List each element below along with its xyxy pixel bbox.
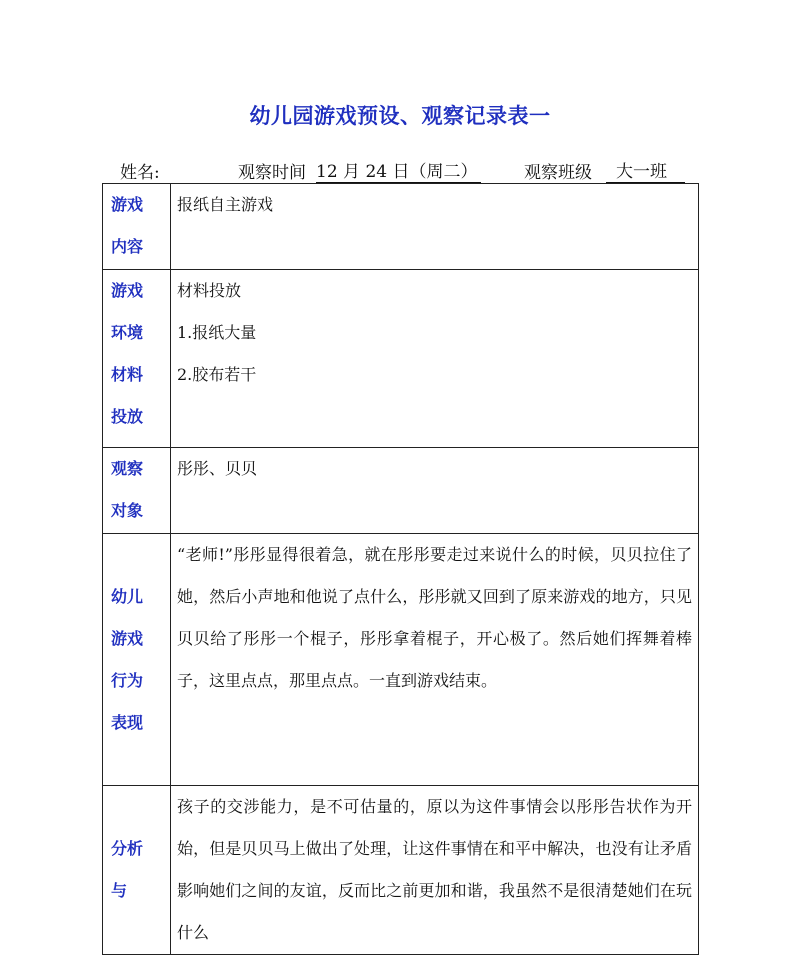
observation-class-label: 观察班级 <box>524 163 592 183</box>
content-line: 材料投放 <box>177 281 242 300</box>
table-row <box>103 448 699 534</box>
row-label-game-content <box>103 184 171 270</box>
table-row <box>103 270 699 448</box>
row-label-child-behavior <box>103 534 171 786</box>
observation-record-table <box>102 183 699 955</box>
row-content-child-behavior <box>171 534 699 786</box>
row-content-game-content <box>171 184 699 270</box>
label-line: 游戏 <box>111 195 144 214</box>
behavior-paragraph: “老师!”彤彤显得很着急，就在彤彤要走过来说什么的时候，贝贝拉住了她，然后小声地和他说了点什么，彤彤就又回到了原来游戏的地方，只见贝贝给了彤彤一个棍子，彤彤拿着棍子，开心极了。然后她们挥舞着棒子，这里点点，那里点点。一直到游戏结束。 <box>177 545 692 690</box>
content-line: 1.报纸大量 <box>177 323 257 342</box>
row-content-analysis <box>171 786 699 955</box>
label-line: 幼儿 <box>111 587 144 606</box>
label-line: 观察 <box>111 459 144 478</box>
label-line: 与 <box>111 881 128 900</box>
record-meta <box>120 157 700 185</box>
table-row <box>103 184 699 270</box>
label-line: 分析 <box>111 839 144 858</box>
name-label: 姓名: <box>120 163 160 183</box>
label-line: 对象 <box>111 501 144 520</box>
label-line: 游戏 <box>111 281 144 300</box>
label-line: 游戏 <box>111 629 144 648</box>
label-line: 内容 <box>111 237 144 256</box>
row-label-materials <box>103 270 171 448</box>
observation-time-value: 12 月 24 日（周二） <box>316 157 481 183</box>
row-label-observed-children <box>103 448 171 534</box>
content-line: 彤彤、贝贝 <box>177 459 258 478</box>
table-row <box>103 534 699 786</box>
label-line: 材料 <box>111 365 144 384</box>
row-content-materials <box>171 270 699 448</box>
label-line: 行为 <box>111 671 144 690</box>
label-line: 环境 <box>111 323 144 342</box>
content-line: 报纸自主游戏 <box>177 195 274 214</box>
page-title: 幼儿园游戏预设、观察记录表一 <box>249 103 551 128</box>
table-row <box>103 786 699 955</box>
row-label-analysis <box>103 786 171 955</box>
analysis-paragraph: 孩子的交涉能力，是不可估量的，原以为这件事情会以彤彤告状作为开始，但是贝贝马上做出了处理，让这件事情在和平中解决，也没有让矛盾影响她们之间的友谊，反而比之前更加和谐，我虽然不是很清楚她们在玩什么 <box>177 797 692 942</box>
label-line: 投放 <box>111 407 144 426</box>
label-line: 表现 <box>111 713 144 732</box>
content-line: 2.胶布若干 <box>177 365 257 384</box>
observation-class-value: 大一班 <box>606 157 685 183</box>
row-content-observed-children <box>171 448 699 534</box>
name-blank-field <box>172 163 218 184</box>
observation-time-label: 观察时间 <box>238 163 306 183</box>
